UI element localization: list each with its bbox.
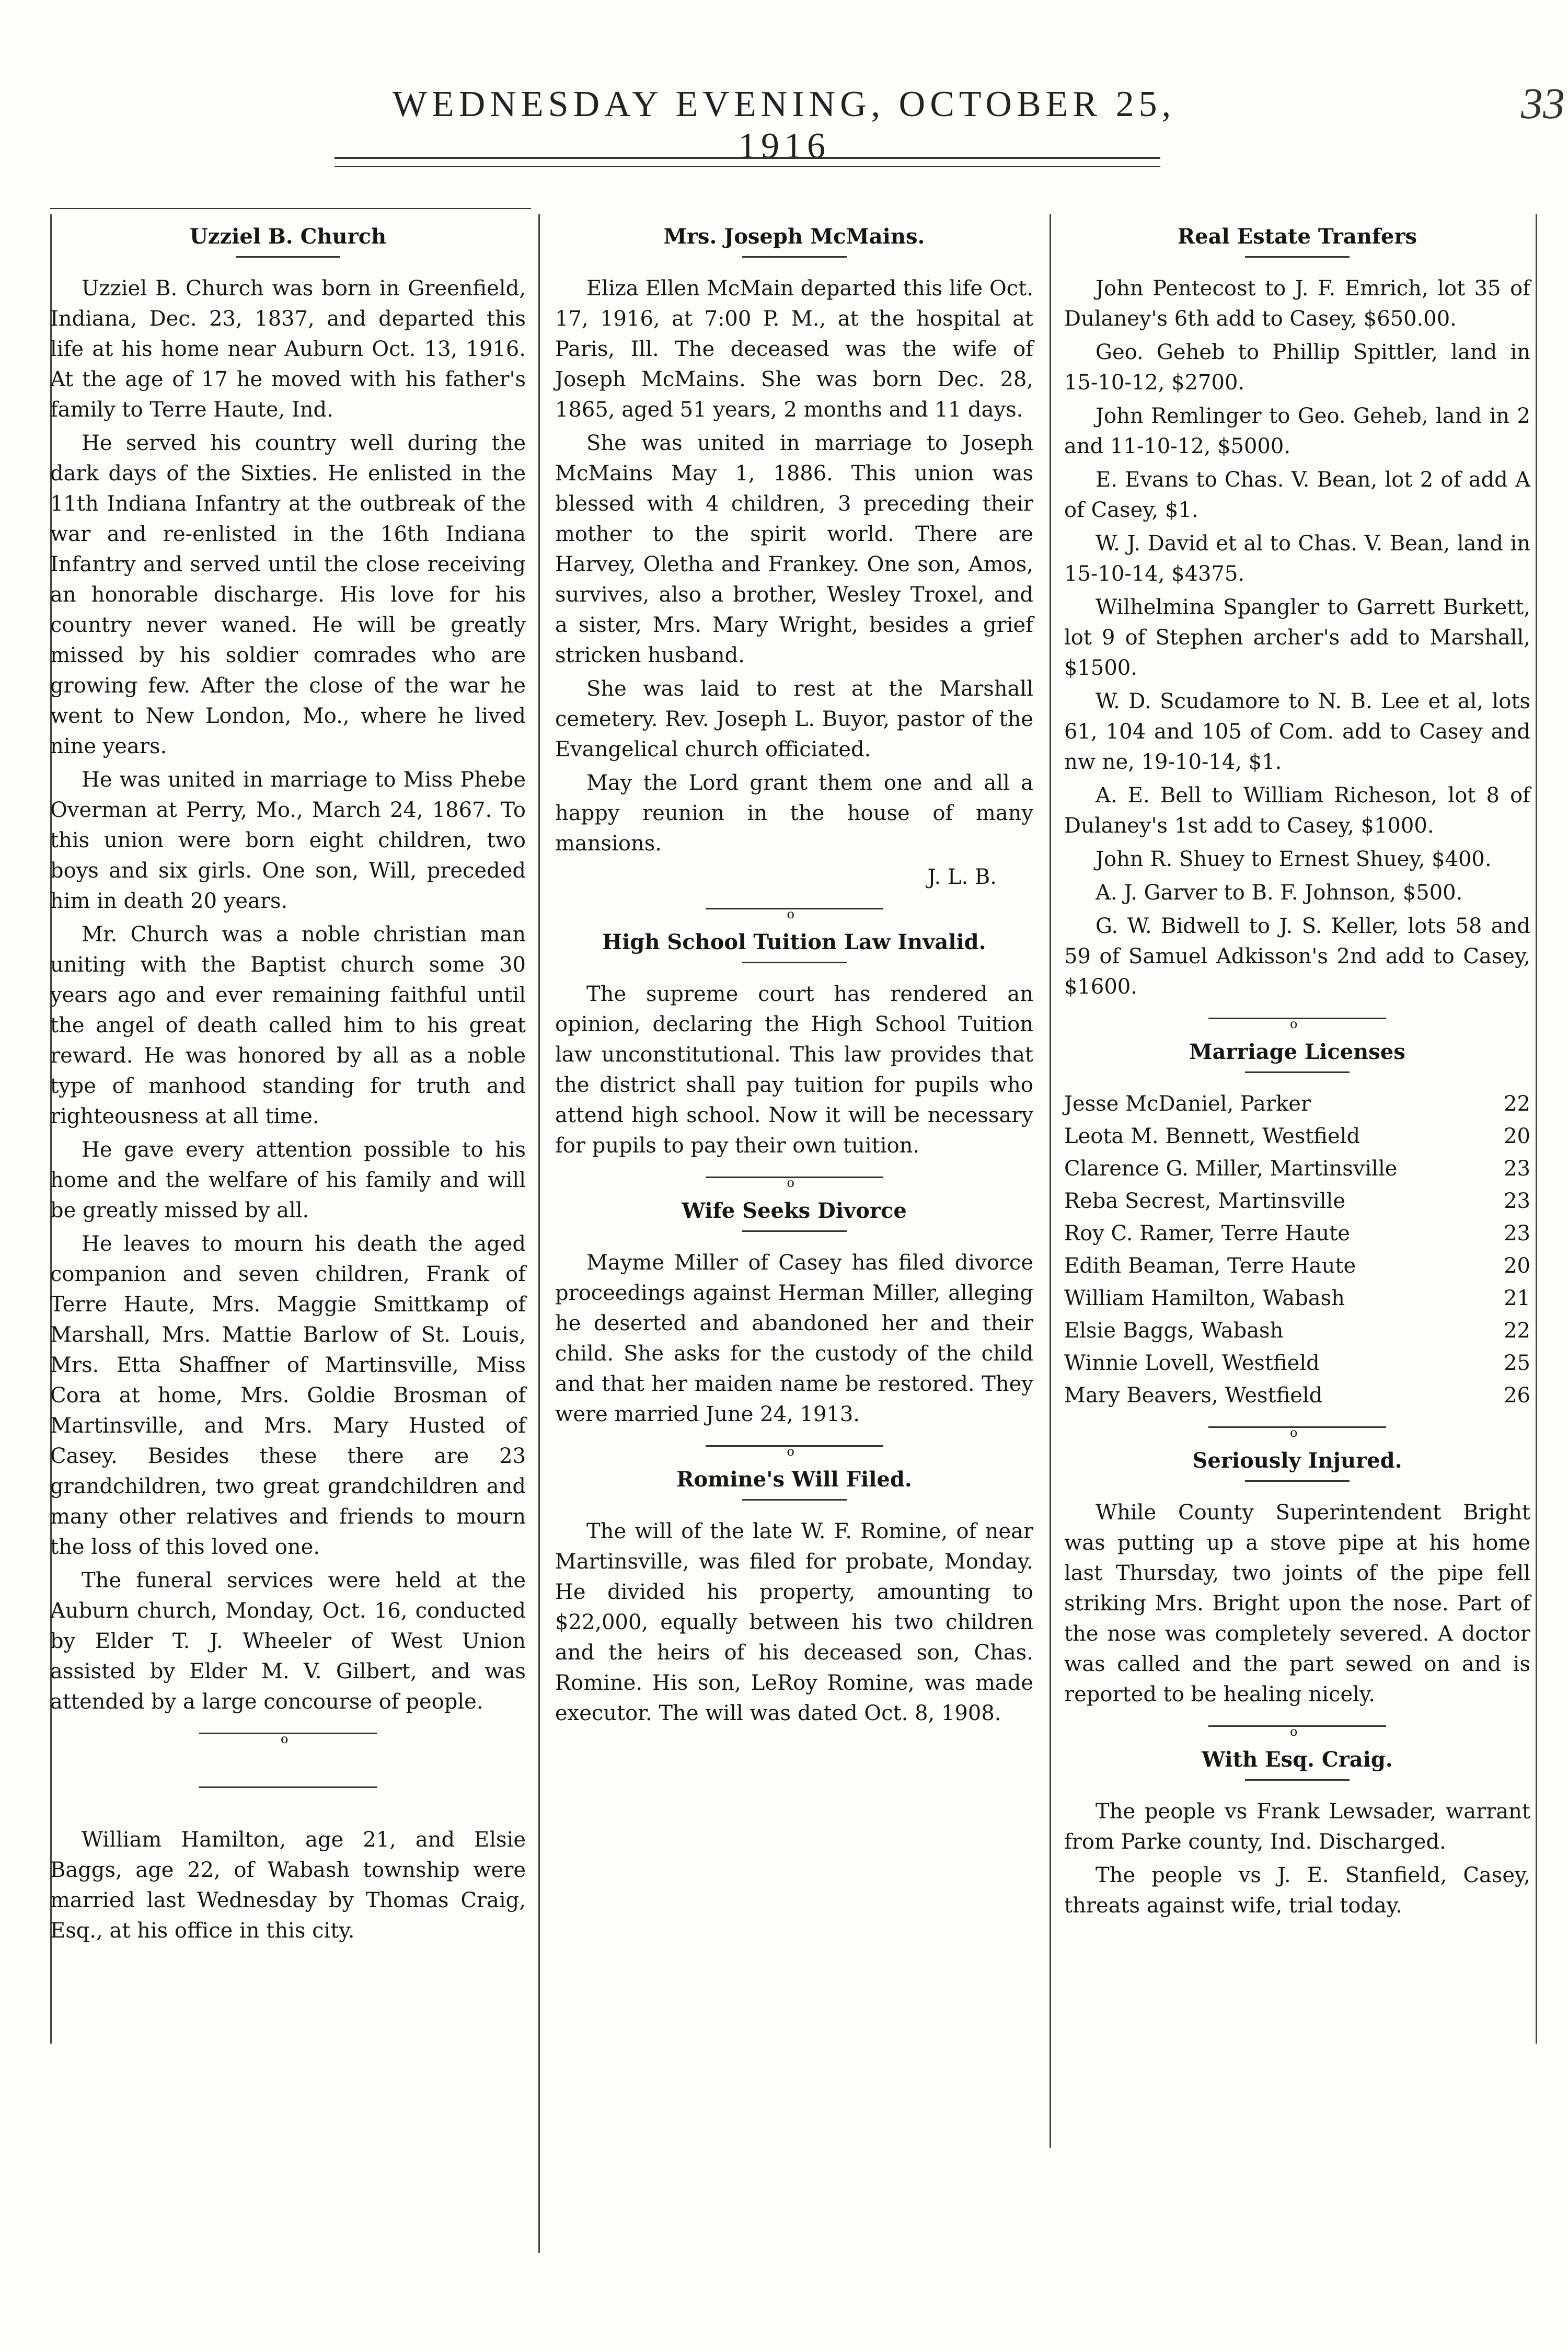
paragraph: The will of the late W. F. Romine, of near Martinsville, was filed for probate, Monday. He divided his property, amounting to $22,000, equally between his two children and the heirs of his deceased son, Chas. Romine. His son, LeRoy Romine, was made executor. The will was dated Oct. 8, 1908. [555,1519,1033,1725]
title-rule [236,256,340,258]
paragraph: Wilhelmina Spangler to Garrett Burkett, lot 9 of Stephen archer's add to Marshall, $1500. [1064,595,1530,680]
list-item [1064,1089,1530,1119]
title-rule [742,1499,847,1501]
license-age: 21 [1504,1286,1530,1310]
title-rule [742,256,847,258]
license-age: 22 [1504,1319,1530,1343]
paragraph: She was laid to rest at the Marshall cemetery. Rev. Joseph L. Buyor, pastor of the Evangelical church officiated. [555,677,1033,762]
section-separator: o [706,908,883,915]
license-age: 23 [1504,1189,1530,1213]
paragraph: He was united in marriage to Miss Phebe Overman at Perry, Mo., March 24, 1867. To this union were born eight children, two boys and six girls. One son, Will, preceded him in death 20 years. [50,768,526,913]
paragraph: John R. Shuey to Ernest Shuey, $400. [1096,847,1492,871]
column-3 [1064,209,1530,1924]
license-name: Winnie Lovell, Westfield [1064,1351,1320,1375]
list-item [1064,1380,1530,1411]
paragraph: W. D. Scudamore to N. B. Lee et al, lots 61, 104 and 105 of Com. add to Casey and nw ne, 19-10-14, $1. [1064,689,1530,774]
article-title-mcmains: Mrs. Joseph McMains. [663,224,925,249]
page-number: 33 [1521,79,1565,128]
license-name: William Hamilton, Wabash [1064,1286,1345,1310]
paragraph: John Remlinger to Geo. Geheb, land in 2 and 11-10-12, $5000. [1064,404,1530,458]
section-separator [199,1786,377,1793]
paragraph: The people vs Frank Lewsader, warrant from Parke county, Ind. Discharged. [1064,1800,1530,1854]
list-item [1064,1348,1530,1378]
license-age: 25 [1504,1351,1530,1375]
license-age: 26 [1504,1383,1530,1408]
license-name: Leota M. Bennett, Westfield [1064,1124,1361,1148]
column-rule-1 [538,214,540,2253]
section-separator: o [706,1445,883,1452]
section-separator: o [1208,1725,1386,1732]
article-title-esq-craig: With Esq. Craig. [1202,1747,1393,1772]
paragraph: The people vs J. E. Stanfield, Casey, threats against wife, trial today. [1064,1863,1530,1918]
license-age: 20 [1504,1254,1530,1278]
license-name: Clarence G. Miller, Martinsville [1064,1157,1398,1181]
section-separator: o [1208,1426,1386,1433]
list-item [1064,1121,1530,1151]
license-age: 20 [1504,1124,1530,1148]
title-rule [1245,1071,1350,1073]
section-separator: o [199,1733,377,1739]
paragraph: Uzziel B. Church was born in Greenfield, Indiana, Dec. 23, 1837, and departed this life at his home near Auburn Oct. 13, 1916. At the age of 17 he moved with his father's family to Terre Haute, Ind. [50,276,526,422]
page-header: WEDNESDAY EVENING, OCTOBER 25, 1916 [392,84,1176,166]
license-age: 23 [1504,1221,1530,1246]
paragraph: The supreme court has rendered an opinion, declaring the High School Tuition law unconstitutional. This law provides that the district shall pay tuition for pupils who attend high school. Now it will be necessary for pupils to pay their own tuition. [555,982,1033,1158]
license-name: Elsie Baggs, Wabash [1064,1319,1284,1343]
license-name: Roy C. Ramer, Terre Haute [1064,1221,1350,1246]
list-item [1064,1154,1530,1184]
paragraph: He leaves to mourn his death the aged companion and seven children, Frank of Terre Haute, Mrs. Maggie Smittkamp of Marshall, Mrs. Mattie Barlow of St. Louis, Mrs. Etta Shaffner of Martinsville, Miss Cora at home, Mrs. Goldie Brosman of Martinsville, and Mrs. Mary Husted of Casey. Besides these there are 23 grandchildren, two great grandchildren and many other relatives and friends to mourn the loss of this loved one. [50,1232,526,1559]
column-2 [555,209,1033,1732]
article-title-divorce: Wife Seeks Divorce [682,1198,907,1223]
article-title-seriously-injured: Seriously Injured. [1192,1448,1402,1473]
list-item [1064,1251,1530,1281]
paragraph: William Hamilton, age 21, and Elsie Baggs, age 22, of Wabash township were married last Wednesday by Thomas Craig, Esq., at his office in this city. [50,1828,526,1943]
license-name: Mary Beavers, Westfield [1064,1383,1323,1408]
list-item [1064,1283,1530,1313]
paragraph: Geo. Geheb to Phillip Spittler, land in 15-10-12, $2700. [1064,340,1530,395]
license-name: Edith Beaman, Terre Haute [1064,1254,1356,1278]
article-title-marriage-licenses: Marriage Licenses [1189,1040,1405,1064]
license-name: Reba Secrest, Martinsville [1064,1189,1345,1213]
column-rule-right [1536,214,1537,2044]
article-title-uzziel-church: Uzziel B. Church [189,224,387,249]
section-separator: o [1208,1018,1386,1024]
paragraph: He gave every attention possible to his home and the welfare of his family and will be greatly missed by all. [50,1138,526,1223]
license-name: Jesse McDaniel, Parker [1064,1092,1311,1116]
paragraph: She was united in marriage to Joseph McMains May 1, 1886. This union was blessed with 4 children, 3 preceding their mother to the spirit world. There are Harvey, Oletha and Frankey. One son, Amos, survives, also a brother, Wesley Troxel, and a sister, Mrs. Mary Wright, besides a grief stricken husband. [555,431,1033,667]
marriage-license-list [1064,1089,1530,1411]
title-rule [1245,1779,1350,1781]
paragraph: The funeral services were held at the Auburn church, Monday, Oct. 16, conducted by Elder T. J. Wheeler of West Union assisted by Elder M. V. Gilbert, and was attended by a large concourse of people. [50,1569,526,1714]
list-item [1064,1316,1530,1346]
title-rule [1245,1480,1350,1482]
paragraph: G. W. Bidwell to J. S. Keller, lots 58 and 59 of Samuel Adkisson's 2nd add to Casey, $1600. [1064,914,1530,999]
article-title-real-estate: Real Estate Tranfers [1177,224,1417,249]
paragraph: A. E. Bell to William Richeson, lot 8 of Dulaney's 1st add to Casey, $1000. [1064,783,1530,838]
license-age: 22 [1504,1092,1530,1116]
paragraph: May the Lord grant them one and all a happy reunion in the house of many mansions. [555,771,1033,856]
title-rule [742,962,847,963]
signature: J. L. B. [927,865,997,889]
title-rule [742,1230,847,1232]
title-rule [1245,256,1350,258]
list-item [1064,1186,1530,1216]
section-separator: o [706,1177,883,1183]
paragraph: W. J. David et al to Chas. V. Bean, land in 15-10-14, $4375. [1064,532,1530,586]
license-age: 23 [1504,1157,1530,1181]
paragraph: He served his country well during the dark days of the Sixties. He enlisted in the 11th Indiana Infantry at the outbreak of the war and re-enlisted in the 16th Indiana Infantry and served until the close receiving an honorable discharge. His love for his country never waned. He will be greatly missed by his soldier comrades who are growing few. After the close of the war he went to New London, Mo., where he lived nine years. [50,431,526,758]
column-rule-2 [1050,214,1051,2148]
paragraph: Mayme Miller of Casey has filed divorce proceedings against Herman Miller, alleging he deserted and abandoned her and their child. She asks for the custody of the child and that her maiden name be restored. They were married June 24, 1913. [555,1251,1033,1426]
paragraph: Mr. Church was a noble christian man uniting with the Baptist church some 30 years ago and ever remaining faithful until the angel of death called him to his great reward. He was honored by all as a noble type of manhood standing for truth and righteousness at all time. [50,923,526,1128]
paragraph: A. J. Garver to B. F. Johnson, $500. [1096,881,1463,905]
header-rule-bottom [335,166,1160,167]
paragraph: While County Superintendent Bright was putting up a stove pipe at his home last Thursday, two joints of the pipe fell striking Mrs. Bright upon the nose. Part of the nose was completely severed. A doctor was called and the part sewed on and is reported to be healing nicely. [1064,1501,1530,1707]
paragraph: John Pentecost to J. F. Emrich, lot 35 of Dulaney's 6th add to Casey, $650.00. [1064,276,1530,331]
column-1 [50,209,526,1949]
list-item [1064,1218,1530,1249]
paragraph: Eliza Ellen McMain departed this life Oct. 17, 1916, at 7:00 P. M., at the hospital at Paris, Ill. The deceased was the wife of Joseph McMains. She was born Dec. 28, 1865, aged 51 years, 2 months and 11 days. [555,276,1033,422]
article-title-tuition-law: High School Tuition Law Invalid. [602,930,986,954]
header-rule-top [335,157,1160,159]
article-title-romine-will: Romine's Will Filed. [676,1467,912,1492]
paragraph: E. Evans to Chas. V. Bean, lot 2 of add A of Casey, $1. [1064,468,1530,522]
